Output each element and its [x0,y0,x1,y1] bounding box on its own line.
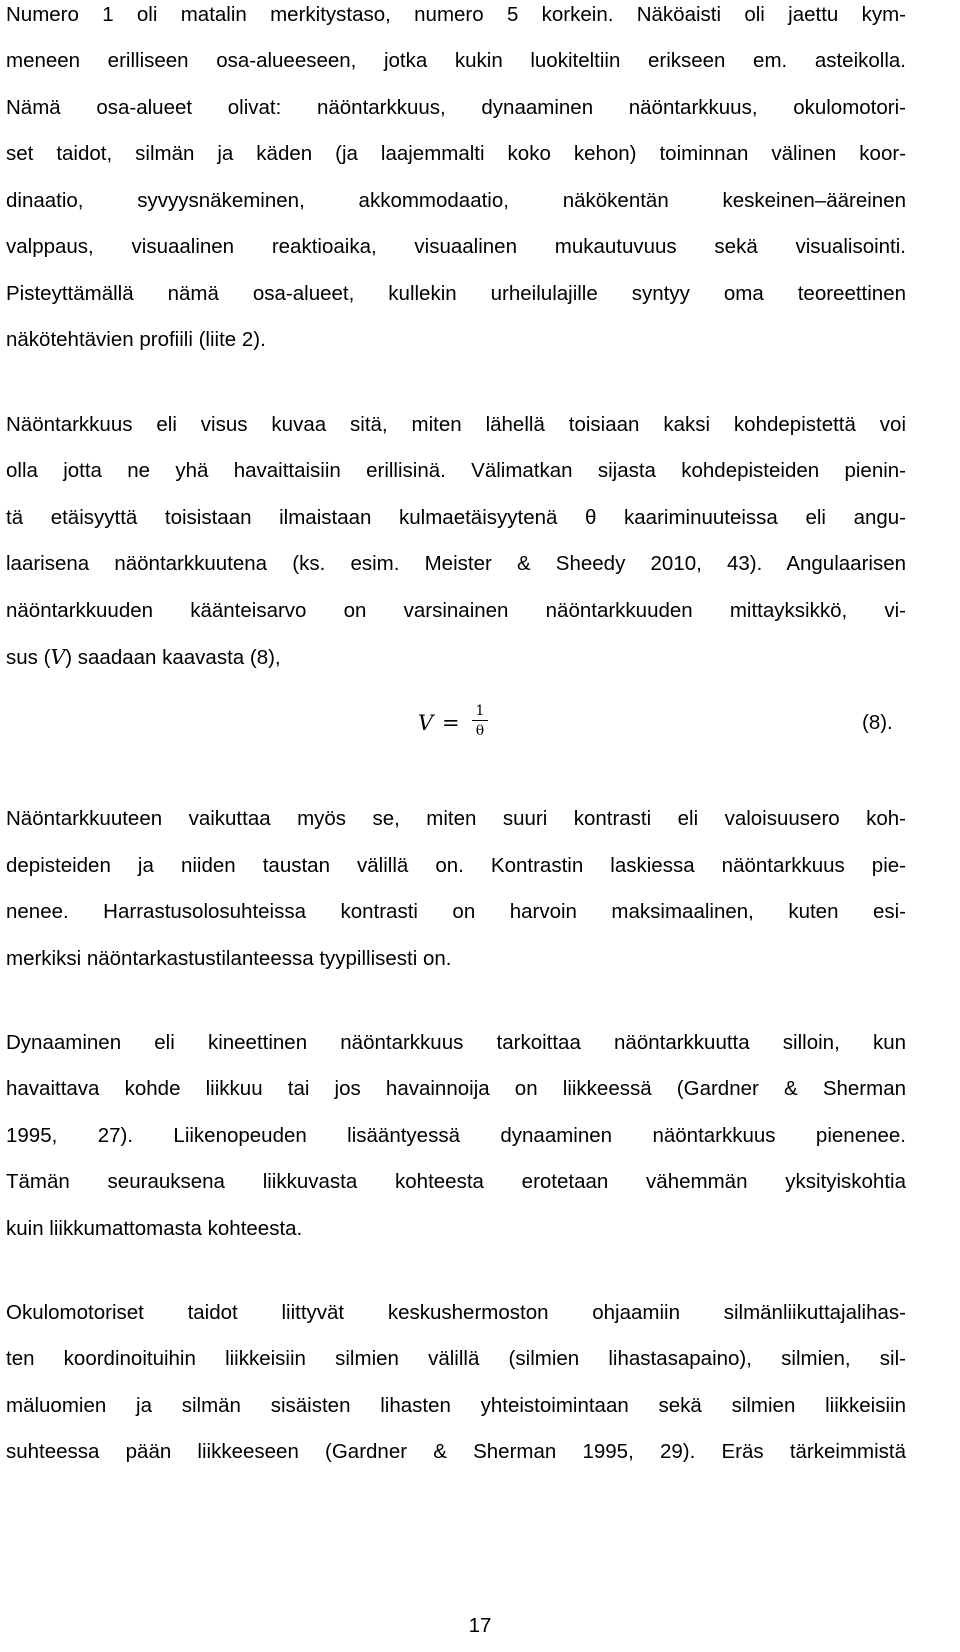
text-fragment: sus ( [6,646,51,669]
text-fragment: ) saadaan kaavasta (8), [65,646,281,669]
text-line: set taidot, silmän ja käden (ja laajemmalti koko kehon) toiminnan välinen koor- [6,142,906,165]
equation-number: (8). [862,711,893,734]
text-line: Numero 1 oli matalin merkitystaso, numero 5 korkein. Näköaisti oli jaettu kym- [6,3,906,26]
text-line: Näöntarkkuuteen vaikuttaa myös se, miten suuri kontrasti eli valoisuusero koh- [6,807,906,830]
text-line: ten koordinoituihin liikkeisiin silmien välillä (silmien lihastasapaino), silmien, sil- [6,1347,906,1370]
text-line-with-variable [6,642,906,672]
text-line: valppaus, visuaalinen reaktioaika, visuaalinen mukautuvuus sekä visualisointi. [6,235,906,258]
equation-lhs: V [418,711,434,735]
text-line: tä etäisyyttä toisistaan ilmaistaan kulmaetäisyytenä θ kaariminuuteissa eli angu- [6,506,906,529]
equation-8 [0,700,960,760]
page-number: 17 [468,1614,492,1637]
text-line: näkötehtävien profiili (liite 2). [6,328,266,351]
text-line: laarisena näöntarkkuutena (ks. esim. Meister & Sheedy 2010, 43). Angulaarisen [6,552,906,575]
text-line: depisteiden ja niiden taustan välillä on. Kontrastin laskiessa näöntarkkuus pie- [6,854,906,877]
text-line: olla jotta ne yhä havaittaisiin erillisinä. Välimatkan sijasta kohdepisteiden pienin- [6,459,906,482]
text-line: Pisteyttämällä nämä osa-alueet, kullekin urheilulajille syntyy oma teoreettinen [6,282,906,305]
text-line: näöntarkkuuden käänteisarvo on varsinainen näöntarkkuuden mittayksikkö, vi- [6,599,906,622]
text-line: meneen erilliseen osa-alueeseen, jotka kukin luokiteltiin erikseen em. asteikolla. [6,49,906,72]
text-line: Dynaaminen eli kineettinen näöntarkkuus tarkoittaa näöntarkkuutta silloin, kun [6,1031,906,1054]
text-line: Näöntarkkuus eli visus kuvaa sitä, miten lähellä toisiaan kaksi kohdepistettä voi [6,413,906,436]
equation-equals: = [442,711,460,735]
fraction-denominator: θ [475,723,485,739]
text-line: merkiksi näöntarkastustilanteessa tyypillisesti on. [6,947,452,970]
variable-v: V [50,645,66,669]
text-line: havaittava kohde liikkuu tai jos havainnoija on liikkeessä (Gardner & Sherman [6,1077,906,1100]
text-line: Okulomotoriset taidot liittyvät keskushermoston ohjaamiin silmänliikuttajalihas- [6,1301,906,1324]
text-line: 1995, 27). Liikenopeuden lisääntyessä dynaaminen näöntarkkuus pienenee. [6,1124,906,1147]
text-line: dinaatio, syvyysnäkeminen, akkommodaatio, näkökentän keskeinen–ääreinen [6,189,906,212]
text-line: Tämän seurauksena liikkuvasta kohteesta erotetaan vähemmän yksityiskohtia [6,1170,906,1193]
text-line: kuin liikkumattomasta kohteesta. [6,1217,303,1240]
text-line: Nämä osa-alueet olivat: näöntarkkuus, dynaaminen näöntarkkuus, okulomotori- [6,96,906,119]
fraction-numerator: 1 [475,703,485,719]
text-line: mäluomien ja silmän sisäisten lihasten yhteistoimintaan sekä silmien liikkeisiin [6,1394,906,1417]
text-line: suhteessa pään liikkeeseen (Gardner & Sherman 1995, 29). Eräs tärkeimmistä [6,1440,906,1463]
text-line: nenee. Harrastusolosuhteissa kontrasti on harvoin maksimaalinen, kuten esi- [6,900,906,923]
equation-fraction [470,702,490,741]
